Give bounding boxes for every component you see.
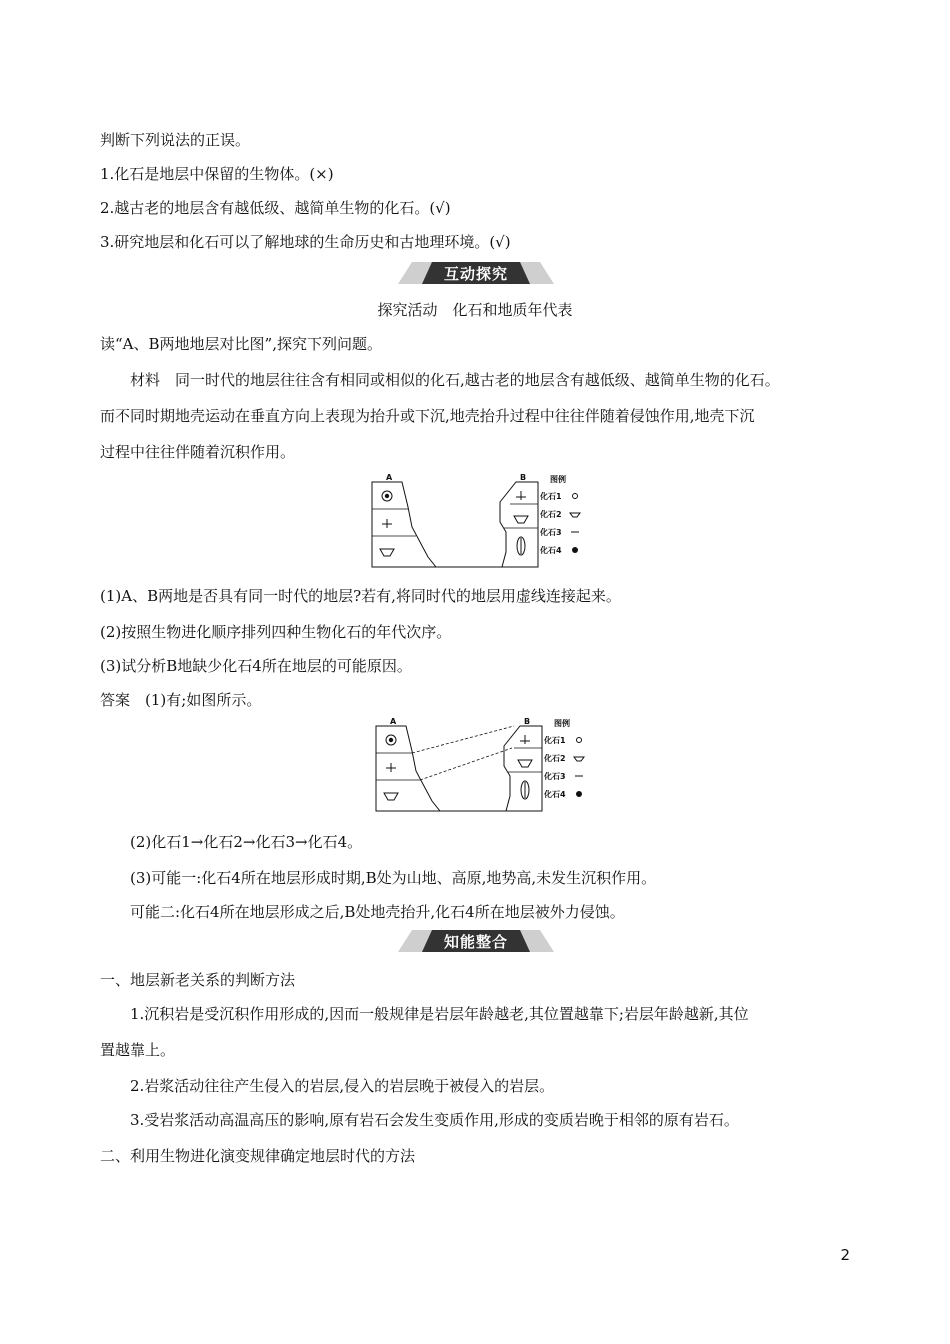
strata-figure bbox=[368, 472, 584, 572]
label-b: B bbox=[524, 717, 531, 726]
judge-title: 判断下列说法的正误。 bbox=[100, 131, 251, 149]
answer-3a: (3)可能一:化石4所在地层形成时期,B处为山地、高原,地势高,未发生沉积作用。 bbox=[130, 869, 657, 887]
judge-item-3: 3.研究地层和化石可以了解地球的生命历史和古地理环境。(√) bbox=[100, 233, 511, 251]
material-line-2: 而不同时期地壳运动在垂直方向上表现为抬升或下沉,地壳抬升过程中往往伴随着侵蚀作用,地壳下沉 bbox=[100, 407, 755, 425]
section-1-item-2: 2.岩浆活动往往产生侵入的岩层,侵入的岩层晚于被侵入的岩层。 bbox=[130, 1077, 555, 1095]
legend-fossil-4-icon bbox=[572, 547, 578, 553]
page-number: 2 bbox=[840, 1246, 850, 1264]
legend-item-4: 化石4 bbox=[544, 790, 566, 799]
answer-2: (2)化石1→化石2→化石3→化石4。 bbox=[130, 833, 363, 851]
legend-item-1: 化石1 bbox=[540, 492, 562, 501]
section-1-title: 一、地层新老关系的判断方法 bbox=[100, 971, 296, 989]
answer-1: (1)有;如图所示。 bbox=[145, 691, 262, 709]
judge-item-1: 1.化石是地层中保留的生物体。(×) bbox=[100, 165, 334, 183]
strata-answer-figure bbox=[372, 716, 588, 816]
material-line-3: 过程中往往伴随着沉积作用。 bbox=[100, 443, 296, 461]
judge-item-2: 2.越古老的地层含有越低级、越简单生物的化石。(√) bbox=[100, 199, 451, 217]
read-line: 读“A、B两地地层对比图”,探究下列问题。 bbox=[100, 335, 382, 353]
section-banner-interactive bbox=[398, 262, 554, 284]
question-3: (3)试分析B地缺少化石4所在地层的可能原因。 bbox=[100, 657, 412, 675]
legend-title: 图例 bbox=[554, 719, 570, 728]
legend-item-3: 化石3 bbox=[544, 772, 566, 781]
label-a: A bbox=[390, 717, 397, 726]
section-1-item-1-cont: 置越靠上。 bbox=[100, 1041, 176, 1059]
legend-item-2: 化石2 bbox=[540, 510, 562, 519]
legend-item-4: 化石4 bbox=[540, 546, 562, 555]
section-2-title: 二、利用生物进化演变规律确定地层时代的方法 bbox=[100, 1147, 416, 1165]
banner-label: 知能整合 bbox=[443, 933, 508, 951]
legend-item-2: 化石2 bbox=[544, 754, 566, 763]
legend-title: 图例 bbox=[550, 475, 566, 484]
legend-item-1: 化石1 bbox=[544, 736, 566, 745]
banner-label: 互动探究 bbox=[443, 265, 508, 283]
answer-3b: 可能二:化石4所在地层形成之后,B处地壳抬升,化石4所在地层被外力侵蚀。 bbox=[130, 903, 625, 921]
material-line-1: 材料 同一时代的地层往往含有相同或相似的化石,越古老的地层含有越低级、越简单生物的化石。 bbox=[130, 371, 780, 389]
question-1: (1)A、B两地是否具有同一时代的地层?若有,将同时代的地层用虚线连接起来。 bbox=[100, 587, 621, 605]
section-1-item-1: 1.沉积岩是受沉积作用形成的,因而一般规律是岩层年龄越老,其位置越靠下;岩层年龄越新,其位 bbox=[130, 1005, 749, 1023]
label-a: A bbox=[386, 473, 393, 482]
legend-item-3: 化石3 bbox=[540, 528, 562, 537]
answer-line bbox=[100, 690, 261, 710]
question-2: (2)按照生物进化顺序排列四种生物化石的年代次序。 bbox=[100, 623, 452, 641]
section-banner-integration bbox=[398, 930, 554, 952]
legend-fossil-4-icon bbox=[576, 791, 582, 797]
label-b: B bbox=[520, 473, 527, 482]
activity-title: 探究活动 化石和地质年代表 bbox=[377, 301, 573, 319]
answer-label: 答案 bbox=[100, 691, 131, 709]
section-1-item-3: 3.受岩浆活动高温高压的影响,原有岩石会发生变质作用,形成的变质岩晚于相邻的原有岩石。 bbox=[130, 1111, 739, 1129]
